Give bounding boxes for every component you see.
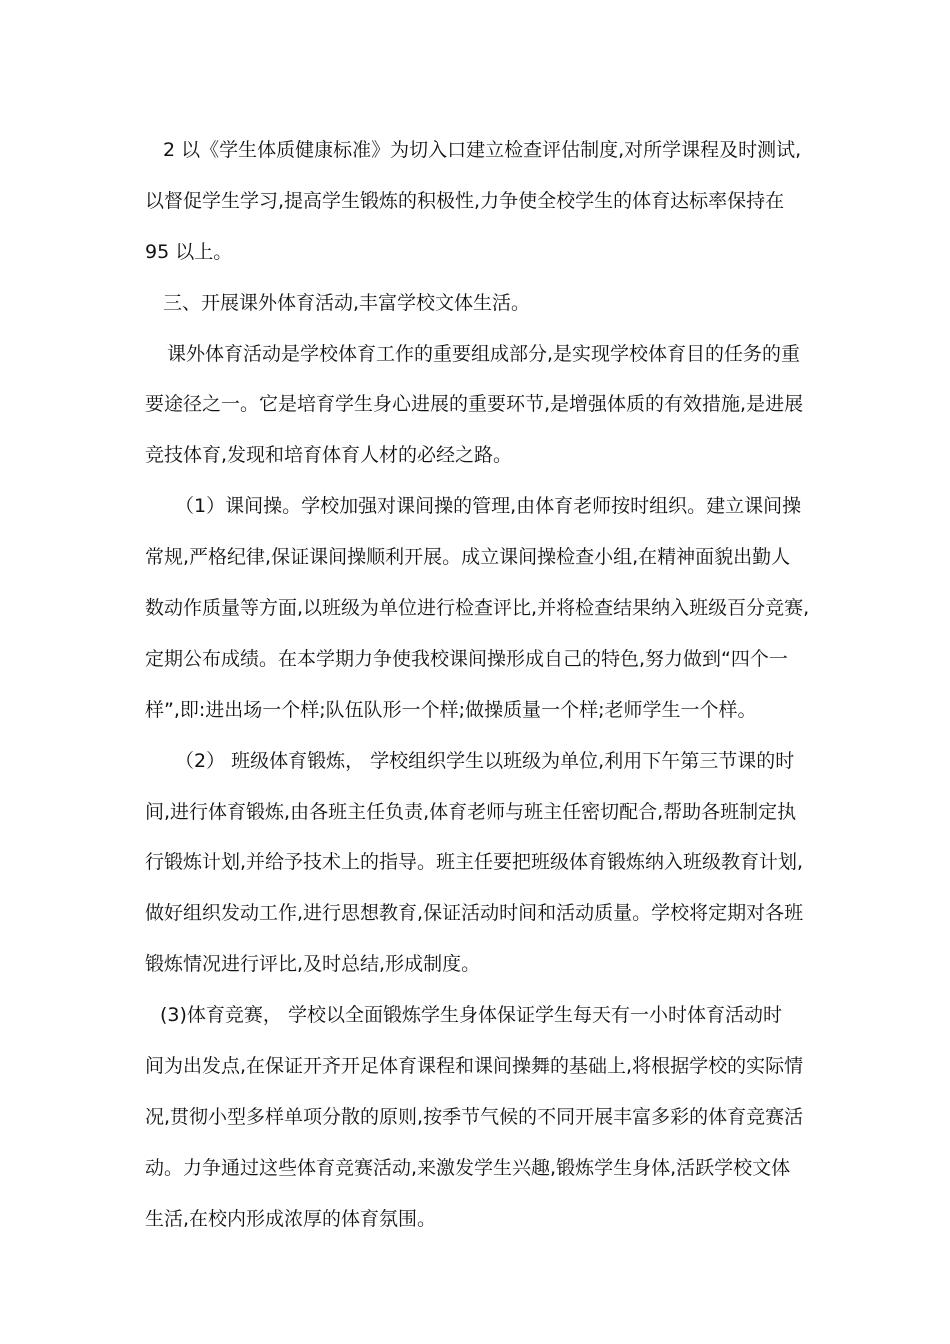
document-body <box>145 130 815 1250</box>
text-line: （2） 班级体育锻炼， 学校组织学生以班级为单位,利用下午第三节课的时 <box>175 749 795 772</box>
text-line: 课外体育活动是学校体育工作的重要组成部分,是实现学校体育目的任务的重 <box>167 342 801 365</box>
text-line: （1）课间操。学校加强对课间操的管理,由体育老师按时组织。建立课间操 <box>175 495 802 518</box>
text-line: 间为出发点,在保证开齐开足体育课程和课间操舞的基础上,将根据学校的实际情 <box>145 1055 804 1078</box>
text-line: 动。力争通过这些体育竞赛活动,来激发学生兴趣,锻炼学生身体,活跃学校文体 <box>145 1156 791 1179</box>
text-line: 常规,严格纪律,保证课间操顺利开展。成立课间操检查小组,在精神面貌出勤人 <box>145 546 791 569</box>
text-line: 间,进行体育锻炼,由各班主任负责,体育老师与班主任密切配合,帮助各班制定执 <box>145 800 797 823</box>
text-line: 数动作质量等方面,以班级为单位进行检查评比,并将检查结果纳入班级百分竞赛, <box>145 597 810 620</box>
text-line: 况,贯彻小型多样单项分散的原则,按季节气候的不同开展丰富多彩的体育竞赛活 <box>145 1105 804 1128</box>
text-line: 以督促学生学习,提高学生锻炼的积极性,力争使全校学生的体育达标率保持在 <box>145 189 785 212</box>
text-line: 锻炼情况进行评比,及时总结,形成制度。 <box>145 953 481 976</box>
text-line: 2 以《学生体质健康标准》为切入口建立检查评估制度,对所学课程及时测试, <box>163 139 802 161</box>
text-line: 行锻炼计划,并给予技术上的指导。班主任要把班级体育锻炼纳入班级教育计划, <box>145 851 804 874</box>
text-line: (3)体育竞赛， 学校以全面锻炼学生身体保证学生每天有一小时体育活动时 <box>160 1004 782 1027</box>
text-line: 定期公布成绩。在本学期力争使我校课间操形成自己的特色,努力做到“四个一 <box>145 647 788 670</box>
text-line: 生活,在校内形成浓厚的体育氛围。 <box>145 1207 437 1230</box>
section-heading: 三、开展课外体育活动,丰富学校文体生活。 <box>163 291 531 314</box>
text-line: 做好组织发动工作,进行思想教育,保证活动时间和活动质量。学校将定期对各班 <box>145 902 804 925</box>
text-line: 要途径之一。它是培育学生身心进展的重要环节,是增强体质的有效措施,是进展 <box>145 393 804 416</box>
text-line: 95 以上。 <box>145 240 233 263</box>
text-line: 竞技体育,发现和培育体育人材的必经之路。 <box>145 444 513 467</box>
text-line: 样”,即:进出场一个样;队伍队形一个样;做操质量一个样;老师学生一个样。 <box>145 698 757 721</box>
